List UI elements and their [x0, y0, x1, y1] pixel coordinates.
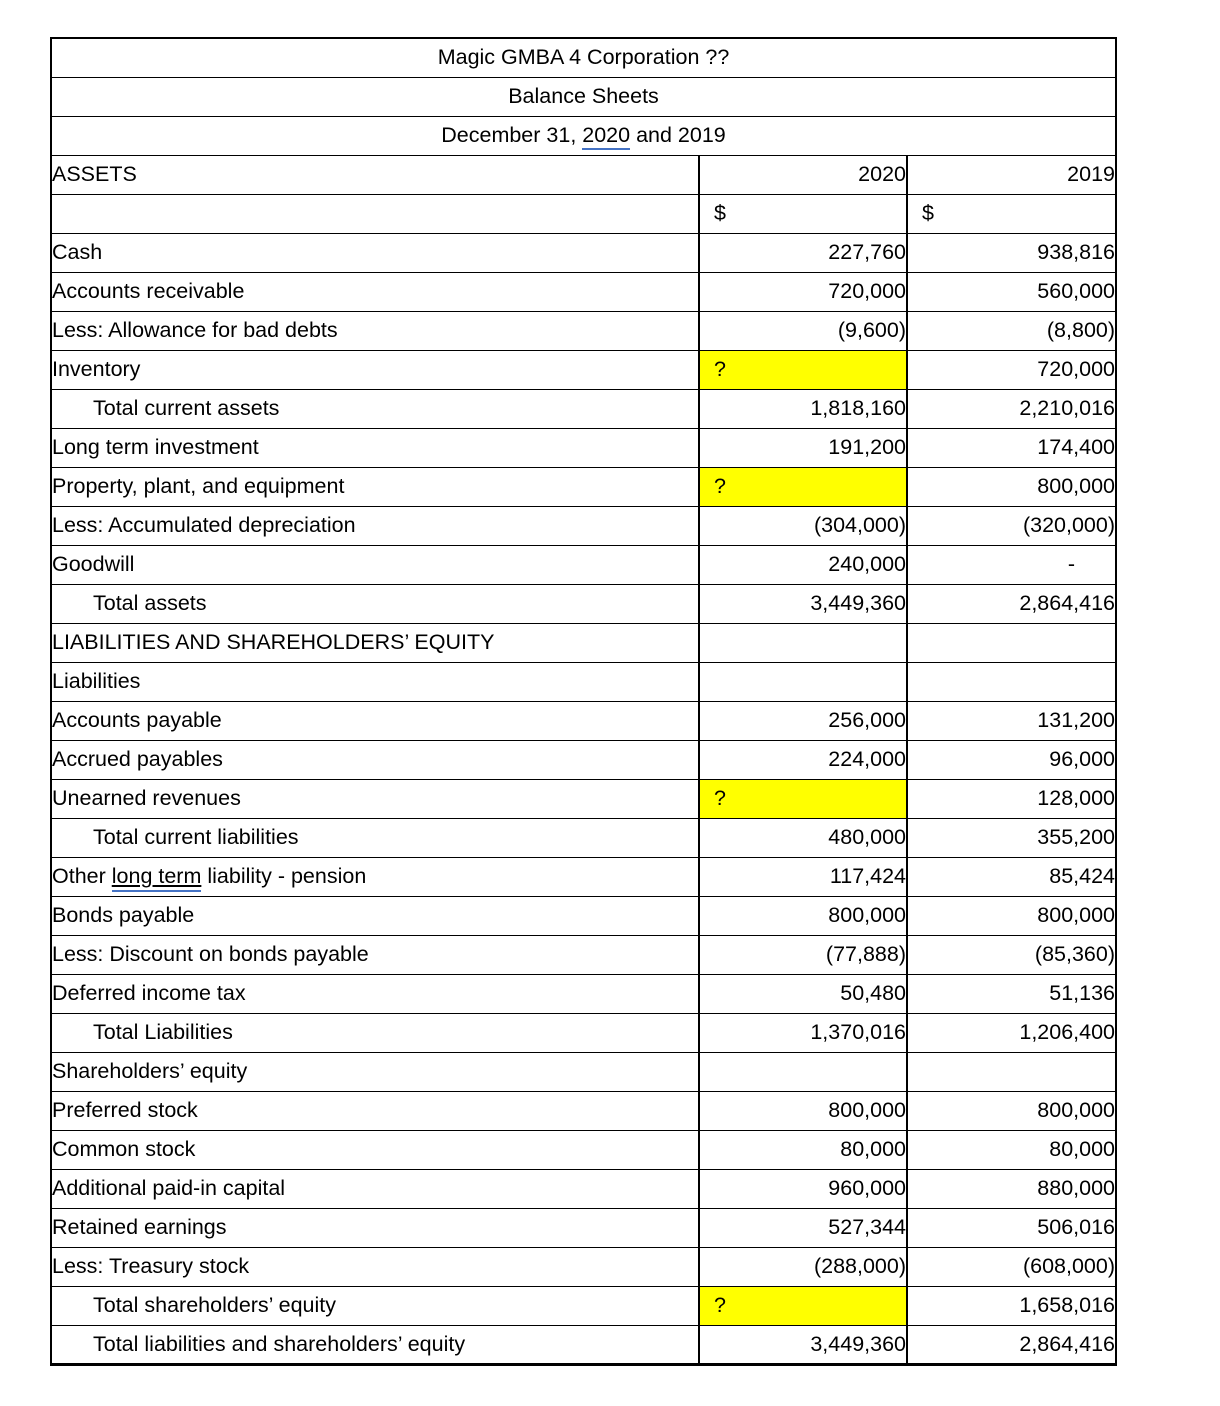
value-2020: 960,000 — [699, 1169, 907, 1208]
row-label: Total current liabilities — [51, 818, 699, 857]
value-2020: (304,000) — [699, 506, 907, 545]
table-row — [51, 545, 1116, 584]
value-2019: 800,000 — [907, 1091, 1116, 1130]
value-2019: 720,000 — [907, 350, 1116, 389]
statement-title: Balance Sheets — [51, 77, 1116, 116]
value-2020-unknown[interactable]: ? — [699, 467, 907, 506]
value-2019: 2,210,016 — [907, 389, 1116, 428]
value-2019 — [907, 1052, 1116, 1091]
value-2020: 800,000 — [699, 1091, 907, 1130]
row-label: Accrued payables — [51, 740, 699, 779]
value-2019: 131,200 — [907, 701, 1116, 740]
value-2020 — [699, 623, 907, 662]
value-2020: 1,370,016 — [699, 1013, 907, 1052]
table-row — [51, 935, 1116, 974]
value-2019: 506,016 — [907, 1208, 1116, 1247]
table-row — [51, 233, 1116, 272]
table-row — [51, 974, 1116, 1013]
column-header-row — [51, 155, 1116, 194]
value-2020: 527,344 — [699, 1208, 907, 1247]
table-row — [51, 623, 1116, 662]
currency-symbol-2020: $ — [699, 194, 907, 233]
row-label: Total current assets — [51, 389, 699, 428]
table-row — [51, 389, 1116, 428]
value-2020: 800,000 — [699, 896, 907, 935]
value-2019: 51,136 — [907, 974, 1116, 1013]
value-2020 — [699, 1052, 907, 1091]
row-label-flagged-span: long term — [112, 864, 202, 892]
value-2019: 880,000 — [907, 1169, 1116, 1208]
table-row — [51, 662, 1116, 701]
row-label: Total liabilities and shareholders’ equity — [51, 1325, 699, 1364]
value-2020: 480,000 — [699, 818, 907, 857]
value-2019: 2,864,416 — [907, 1325, 1116, 1364]
row-label: Deferred income tax — [51, 974, 699, 1013]
row-label: Retained earnings — [51, 1208, 699, 1247]
statement-date — [51, 116, 1116, 155]
row-label: Less: Treasury stock — [51, 1247, 699, 1286]
table-row — [51, 1169, 1116, 1208]
balance-sheet-table — [50, 37, 1117, 1366]
value-2019: 96,000 — [907, 740, 1116, 779]
row-label: Liabilities — [51, 662, 699, 701]
row-label: Accounts receivable — [51, 272, 699, 311]
table-row — [51, 350, 1116, 389]
value-2019: 355,200 — [907, 818, 1116, 857]
value-2020: 224,000 — [699, 740, 907, 779]
table-row — [51, 1013, 1116, 1052]
date-prefix: December 31, — [441, 123, 583, 148]
row-label-suffix: liability - pension — [201, 864, 367, 889]
row-label: Accounts payable — [51, 701, 699, 740]
value-2019: 1,658,016 — [907, 1286, 1116, 1325]
row-label: Additional paid-in capital — [51, 1169, 699, 1208]
row-label: Total assets — [51, 584, 699, 623]
value-2019: 2,864,416 — [907, 584, 1116, 623]
date-suffix: and 2019 — [630, 123, 726, 148]
title-row-date — [51, 116, 1116, 155]
value-2019: - — [907, 545, 1116, 584]
row-label: LIABILITIES AND SHAREHOLDERS’ EQUITY — [51, 623, 699, 662]
row-label: Less: Allowance for bad debts — [51, 311, 699, 350]
table-row — [51, 506, 1116, 545]
table-row — [51, 272, 1116, 311]
value-2019: 938,816 — [907, 233, 1116, 272]
row-label: Bonds payable — [51, 896, 699, 935]
table-row — [51, 1091, 1116, 1130]
value-2019: (85,360) — [907, 935, 1116, 974]
value-2020 — [699, 662, 907, 701]
row-label: Cash — [51, 233, 699, 272]
value-2019: 128,000 — [907, 779, 1116, 818]
row-label: Preferred stock — [51, 1091, 699, 1130]
row-label: Long term investment — [51, 428, 699, 467]
row-label: Common stock — [51, 1130, 699, 1169]
title-row-statement — [51, 77, 1116, 116]
value-2020: 117,424 — [699, 857, 907, 896]
value-2019: (8,800) — [907, 311, 1116, 350]
row-label: Unearned revenues — [51, 779, 699, 818]
date-year-flagged: 2020 — [582, 123, 630, 150]
table-row — [51, 857, 1116, 896]
table-row — [51, 740, 1116, 779]
value-2019: (608,000) — [907, 1247, 1116, 1286]
value-2020: 3,449,360 — [699, 584, 907, 623]
assets-section-header: ASSETS — [51, 155, 699, 194]
value-2019: (320,000) — [907, 506, 1116, 545]
value-2019 — [907, 662, 1116, 701]
value-2020: 240,000 — [699, 545, 907, 584]
value-2019 — [907, 623, 1116, 662]
column-header-2020: 2020 — [699, 155, 907, 194]
value-2020: 191,200 — [699, 428, 907, 467]
title-row-company — [51, 38, 1116, 77]
value-2020: 80,000 — [699, 1130, 907, 1169]
row-label: Less: Discount on bonds payable — [51, 935, 699, 974]
value-2019: 174,400 — [907, 428, 1116, 467]
value-2019: 800,000 — [907, 467, 1116, 506]
row-label: Shareholders’ equity — [51, 1052, 699, 1091]
table-row — [51, 311, 1116, 350]
table-row — [51, 779, 1116, 818]
table-row — [51, 584, 1116, 623]
value-2019: 80,000 — [907, 1130, 1116, 1169]
currency-symbol-2019: $ — [907, 194, 1116, 233]
row-label: Total shareholders’ equity — [51, 1286, 699, 1325]
table-row — [51, 428, 1116, 467]
row-label: Total Liabilities — [51, 1013, 699, 1052]
table-row — [51, 1325, 1116, 1364]
column-header-2019: 2019 — [907, 155, 1116, 194]
balance-sheet-document — [50, 37, 1115, 1366]
table-row — [51, 1286, 1116, 1325]
row-label: Goodwill — [51, 545, 699, 584]
table-row — [51, 701, 1116, 740]
value-2020: (77,888) — [699, 935, 907, 974]
table-row — [51, 896, 1116, 935]
value-2020-unknown[interactable]: ? — [699, 350, 907, 389]
table-row — [51, 1130, 1116, 1169]
value-2020: 720,000 — [699, 272, 907, 311]
value-2020-unknown[interactable]: ? — [699, 779, 907, 818]
row-label — [51, 857, 699, 896]
value-2020: 227,760 — [699, 233, 907, 272]
value-2019: 800,000 — [907, 896, 1116, 935]
row-label: Inventory — [51, 350, 699, 389]
value-2020: (288,000) — [699, 1247, 907, 1286]
row-label: Less: Accumulated depreciation — [51, 506, 699, 545]
table-row — [51, 1247, 1116, 1286]
value-2019: 85,424 — [907, 857, 1116, 896]
value-2019: 1,206,400 — [907, 1013, 1116, 1052]
value-2020: 1,818,160 — [699, 389, 907, 428]
value-2020: (9,600) — [699, 311, 907, 350]
table-row — [51, 467, 1116, 506]
value-2020: 256,000 — [699, 701, 907, 740]
table-row — [51, 818, 1116, 857]
value-2019: 560,000 — [907, 272, 1116, 311]
value-2020-unknown[interactable]: ? — [699, 1286, 907, 1325]
table-row — [51, 1052, 1116, 1091]
value-2020: 50,480 — [699, 974, 907, 1013]
table-body — [51, 38, 1116, 1364]
row-label: Property, plant, and equipment — [51, 467, 699, 506]
currency-row-blank-label — [51, 194, 699, 233]
value-2020: 3,449,360 — [699, 1325, 907, 1364]
currency-symbol-row — [51, 194, 1116, 233]
table-row — [51, 1208, 1116, 1247]
company-title: Magic GMBA 4 Corporation ?? — [51, 38, 1116, 77]
row-label-prefix: Other — [52, 864, 112, 889]
